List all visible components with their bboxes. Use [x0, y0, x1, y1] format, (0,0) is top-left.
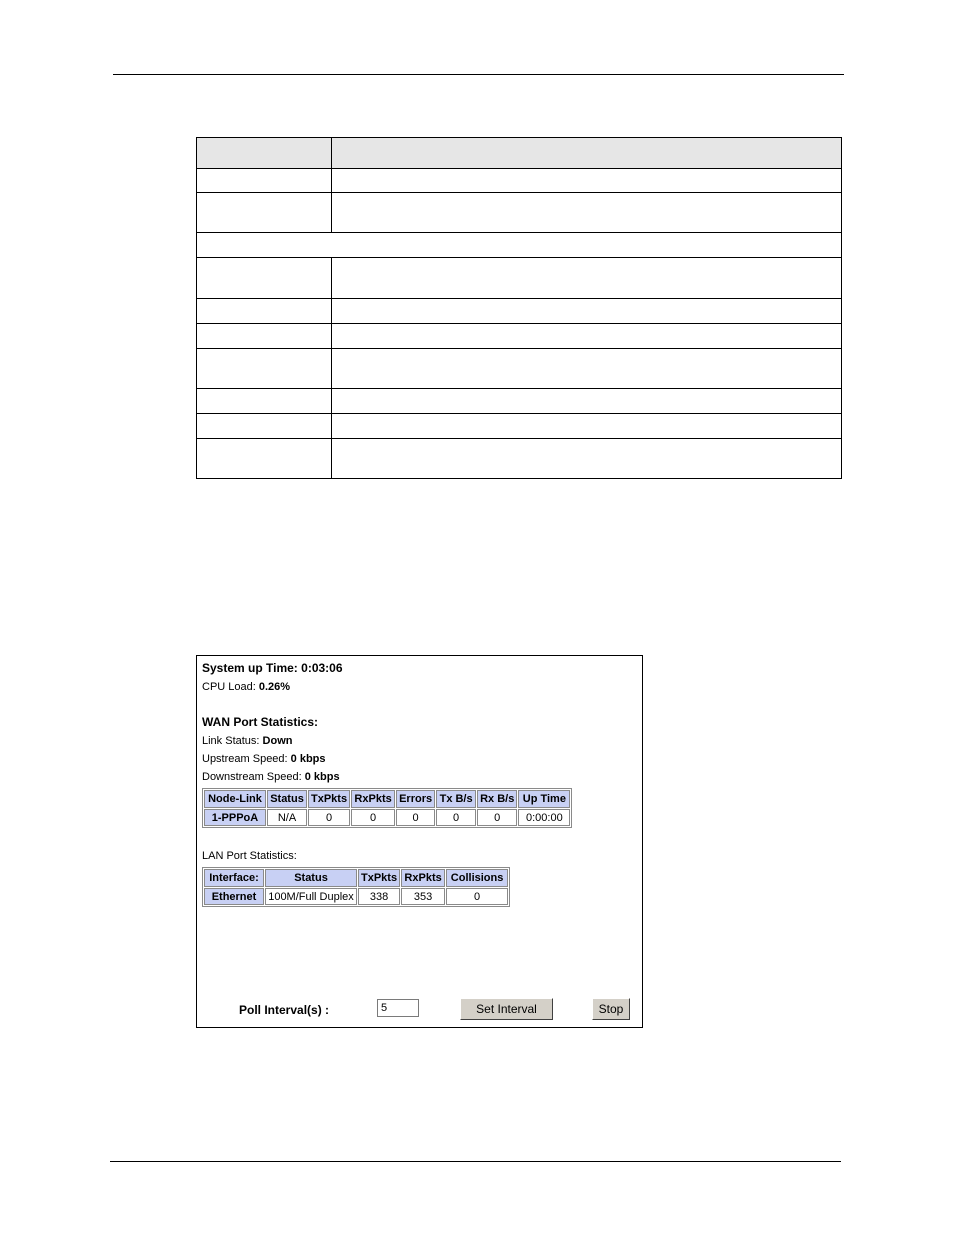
wan-node-link-cell: 1-PPPoA: [204, 809, 266, 826]
upstream-speed-label: Upstream Speed:: [202, 753, 288, 765]
table-row: [197, 258, 842, 299]
table-cell: [197, 349, 332, 389]
poll-interval-label: Poll Interval(s) :: [239, 1003, 330, 1017]
table-cell: [332, 258, 842, 299]
lan-collisions-cell: 0: [446, 888, 508, 905]
wan-up-time-cell: 0:00:00: [518, 809, 570, 826]
lan-interface-cell: Ethernet: [204, 888, 264, 905]
lan-header-collisions: Collisions: [446, 869, 508, 887]
upstream-speed-value: 0 kbps: [290, 753, 326, 765]
downstream-speed-label: Downstream Speed:: [202, 771, 302, 783]
table-row: [197, 439, 842, 479]
table-cell: [197, 193, 332, 233]
wan-header-up-time: Up Time: [518, 790, 570, 808]
lan-rxpkts-cell: 353: [401, 888, 445, 905]
table-cell: [332, 193, 842, 233]
table-cell: [197, 439, 332, 479]
set-interval-button[interactable]: Set Interval: [460, 998, 553, 1020]
table-cell: [197, 389, 332, 414]
wan-rxpkts-cell: 0: [351, 809, 395, 826]
table-row: [197, 193, 842, 233]
lan-header-rxpkts: RxPkts: [401, 869, 445, 887]
table-cell: [332, 138, 842, 169]
table-section-row: [197, 233, 842, 258]
table-row: [204, 809, 570, 826]
wan-header-txpkts: TxPkts: [308, 790, 350, 808]
wan-header-node-link: Node-Link: [204, 790, 266, 808]
table-cell: [332, 389, 842, 414]
wan-statistics-table: [202, 788, 572, 828]
system-uptime: [202, 661, 343, 675]
link-status-value: Down: [262, 735, 293, 747]
table-cell: [197, 169, 332, 193]
table-row: [197, 349, 842, 389]
wan-txpkts-cell: 0: [308, 809, 350, 826]
table-row: [197, 389, 842, 414]
wan-status-cell: N/A: [267, 809, 307, 826]
system-uptime-label: System up Time:: [202, 661, 298, 675]
stop-button[interactable]: Stop: [592, 998, 630, 1020]
wan-header-tx-bps: Tx B/s: [436, 790, 476, 808]
table-cell: [332, 439, 842, 479]
header-rule: [113, 74, 844, 75]
lan-header-txpkts: TxPkts: [358, 869, 400, 887]
table-row: [204, 888, 508, 905]
cpu-load-label: CPU Load:: [202, 681, 256, 693]
document-table: [196, 137, 842, 479]
table-row: [197, 324, 842, 349]
wan-header-errors: Errors: [396, 790, 435, 808]
table-header-row: [197, 138, 842, 169]
wan-header-status: Status: [267, 790, 307, 808]
wan-tx-bps-cell: 0: [436, 809, 476, 826]
table-cell: [197, 138, 332, 169]
table-row: [197, 299, 842, 324]
lan-header-status: Status: [265, 869, 357, 887]
lan-header-interface: Interface:: [204, 869, 264, 887]
table-cell: [332, 349, 842, 389]
downstream-speed: [202, 770, 340, 784]
lan-status-cell: 100M/Full Duplex: [265, 888, 357, 905]
downstream-speed-value: 0 kbps: [304, 771, 340, 783]
wan-header-row: [204, 790, 570, 808]
link-status-label: Link Status:: [202, 735, 260, 747]
table-cell: [332, 299, 842, 324]
wan-errors-cell: 0: [396, 809, 435, 826]
table-cell: [332, 169, 842, 193]
wan-header-rxpkts: RxPkts: [351, 790, 395, 808]
poll-interval-input[interactable]: [377, 999, 419, 1017]
cpu-load-value: 0.26%: [258, 681, 291, 693]
wan-section-title: WAN Port Statistics:: [202, 715, 319, 729]
table-cell: [197, 299, 332, 324]
system-uptime-value: 0:03:06: [301, 661, 343, 675]
lan-txpkts-cell: 338: [358, 888, 400, 905]
cpu-load: [202, 680, 290, 694]
table-cell: [197, 414, 332, 439]
table-row: [197, 414, 842, 439]
table-cell: [332, 414, 842, 439]
upstream-speed: [202, 752, 326, 766]
lan-header-row: [204, 869, 508, 887]
table-cell: [197, 324, 332, 349]
statistics-screenshot: [196, 655, 643, 1028]
table-row: [197, 169, 842, 193]
lan-section-title: LAN Port Statistics:: [202, 850, 297, 862]
table-cell: [197, 258, 332, 299]
table-cell: [332, 324, 842, 349]
table-cell: [197, 233, 842, 258]
lan-statistics-table: [202, 867, 510, 907]
wan-header-rx-bps: Rx B/s: [477, 790, 517, 808]
wan-rx-bps-cell: 0: [477, 809, 517, 826]
footer-rule: [110, 1161, 841, 1162]
link-status: [202, 734, 293, 748]
